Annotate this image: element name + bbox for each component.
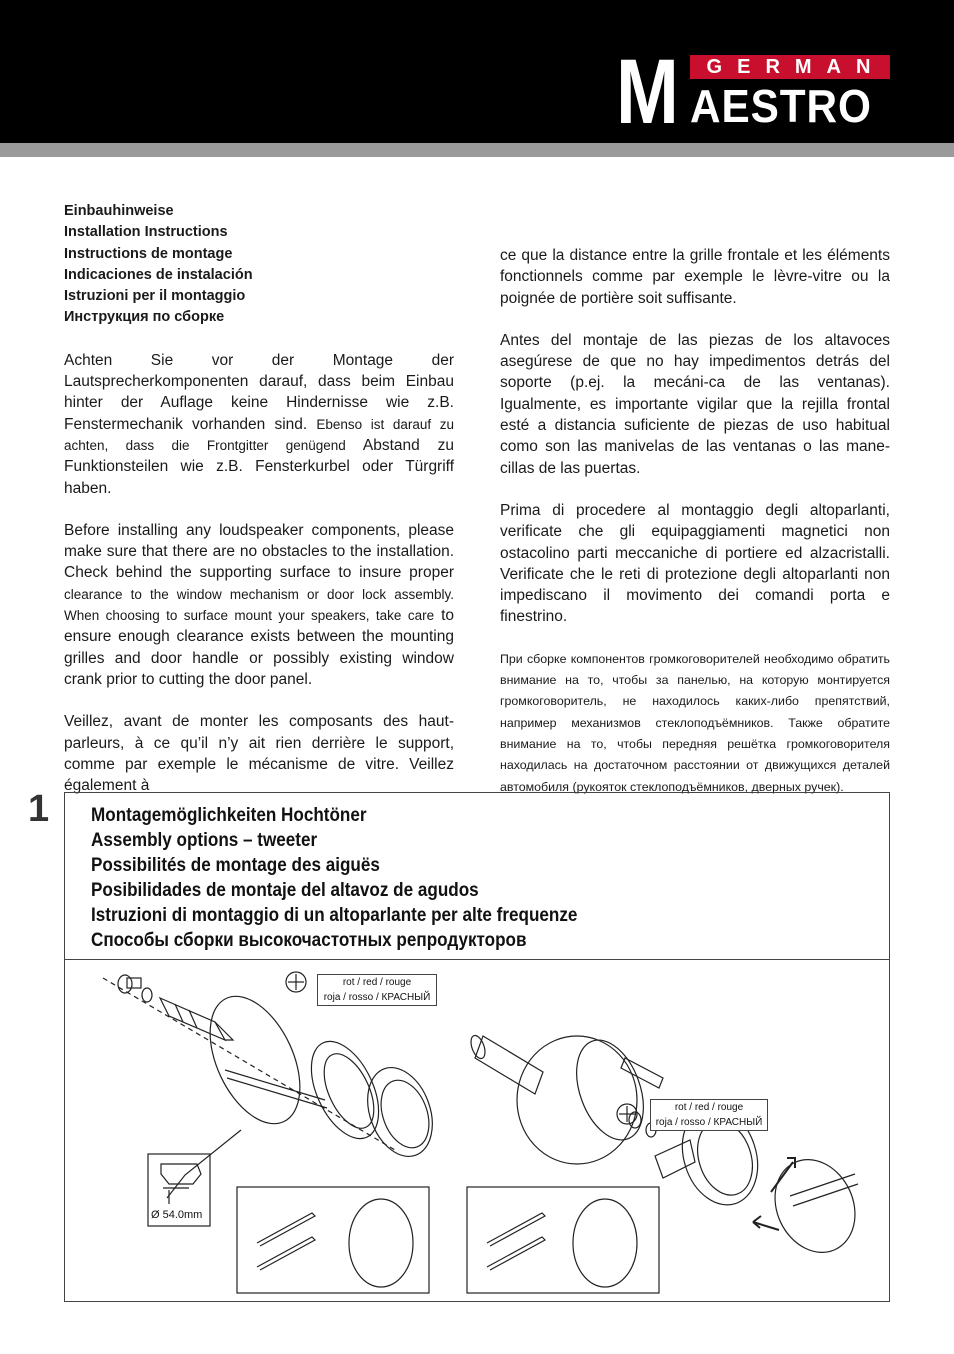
housing-ring-outer [298, 1031, 393, 1149]
paragraph-fr-continued: ce que la distance entre la grille frontale et les éléments fonctionnels comme par exemple le lèvre-vitre ou la poignée de portière soit suffisante. [500, 247, 890, 307]
paragraph-it: Prima di procedere al montaggio degli altoparlanti, verificate che gli equipaggiamenti magnetici non ostacolino parti meccaniche di portiere ed alzacristalli. Verificate che le reti di protezione degli altoparlanti non impediscano il movimento dei comandi porta e finestrino. [500, 501, 890, 626]
grille-clip-3 [487, 1213, 545, 1246]
label-line-1: rot / red / rouge [674, 1102, 744, 1113]
rotate-arrow [771, 1162, 793, 1192]
grille-cover-left [349, 1199, 413, 1287]
paragraph-ru: При сборке компонентов громкоговорителей необходимо обратить внимание на то, чтобы за панелью, на которую монтируется громкоговоритель, не находилось каких-либо препятствий, например механизмов стеклоподъёмников. Также обратите внимание на то, чтобы передняя решётка громкоговорителя находилась на достаточном расстоянии от движущихся деталей автомобиля (рукояток стеклоподъёмников, дверных ручек). [500, 651, 890, 794]
heading-ru: Инструкция по сборке [64, 309, 225, 326]
german-maestro-logo [616, 41, 892, 143]
en-text-c: to ensure enough clearance exists between the mounting grilles and door handle or possibly existing window crank prior to cutting the door panel. [64, 607, 454, 688]
paragraph-en [64, 520, 454, 690]
heading-fr: Instructions de montage [64, 245, 233, 262]
pipe-shaft [475, 1036, 543, 1094]
door-panel [192, 982, 318, 1137]
bracket-right [655, 1140, 695, 1178]
cover-right [760, 1146, 869, 1265]
grille-clip-2 [257, 1237, 315, 1270]
grille-clip-4 [487, 1237, 545, 1270]
logo-aestro: AESTRO [690, 80, 872, 132]
grille-inset-left [237, 1187, 429, 1293]
paragraph-es: Antes del montaje de las piezas de los altavoces asegúrese de que no hay impedimentos detrás del soporte (p.ej. la mecáni-ca de las ventanas). Igualmente, es importante vigilar que la rejilla frontal esté a distancia suficiente de piezas de uso habitual como son las manivelas de las ventanas o las mane-cillas de las puertas. [500, 331, 890, 477]
drill-diameter: Ø 54.0mm [151, 1209, 203, 1221]
header-bar [0, 0, 954, 143]
intro-headings [64, 201, 454, 329]
paragraph-de [64, 350, 454, 499]
header-stripe [0, 143, 954, 157]
intro-left-column [64, 201, 454, 817]
logo-german: GERMAN [690, 55, 890, 79]
en-text-b: clearance to the window mechanism or door lock assembly. When choosing to surface mount your speakers, take care [64, 586, 454, 624]
label-line-2: roja / rosso / КРАСНЫЙ [655, 1117, 763, 1128]
paragraph-fr: Veillez, avant de monter les composants des haut-parleurs, à ce qu’il n’y ait rien derrière le support, comme par exemple le mécanisme de vitre. Veillez également à [64, 713, 454, 795]
surface-cup-rim [564, 1031, 656, 1149]
washer-icon [142, 988, 152, 1002]
title-de: Montagemöglichkeiten Hochtöner [91, 805, 367, 826]
heading-en: Installation Instructions [64, 224, 228, 241]
en-text-a: Before installing any loudspeaker components, please make sure that there are no obstacles to the installation. Check behind the supporting surface to insure proper [64, 521, 454, 582]
de-text-b: Ebenso ist darauf zu achten, dass die Frontgitter genügend [64, 416, 455, 453]
screw-shank [127, 978, 141, 988]
grille-clip-1 [257, 1213, 315, 1246]
assembly-options-box [64, 792, 890, 1302]
surface-cup [517, 1036, 637, 1164]
wire-color-label-left [317, 974, 437, 1006]
grille-inset-right [467, 1187, 659, 1293]
tweeter-dome-left [372, 1074, 437, 1155]
title-es: Posibilidades de montaje del altavoz de agudos [91, 880, 479, 901]
de-text-a: Achten Sie vor der Montage der Lautsprecherkomponenten darauf, dass beim Einbau hinter der Auflage keine Hindernisse wie z.B. Fenstermechanik vorhanden sind. [64, 351, 454, 433]
section-number: 1 [28, 788, 50, 830]
title-it: Istruzioni di montaggio di un altoparlante per alte frequenze [91, 905, 578, 926]
heading-es: Indicaciones de instalación [64, 266, 253, 283]
heading-it: Istruzioni per il montaggio [64, 288, 246, 305]
grille-cover-right [573, 1199, 637, 1287]
title-fr: Possibilités de montage des aiguës [91, 855, 380, 876]
heading-de: Einbauhinweise [64, 203, 174, 219]
wire-color-label-right [650, 1099, 768, 1131]
intro-right-column [500, 245, 890, 819]
housing-ring-inner [314, 1046, 384, 1135]
logo-m: M [616, 41, 679, 143]
tweeter-assembly-diagram [65, 960, 889, 1301]
title-en: Assembly options – tweeter [91, 830, 318, 851]
assembly-titles [91, 803, 632, 953]
label-line-2: roja / rosso / КРАСНЫЙ [323, 992, 431, 1003]
de-text-c: Abstand zu Funktionsteilen wie z.B. Fensterkurbel oder Türgriff haben. [64, 436, 455, 497]
label-line-1: rot / red / rouge [342, 977, 412, 988]
title-ru: Способы сборки высокочастотных репродукторов [91, 930, 527, 951]
